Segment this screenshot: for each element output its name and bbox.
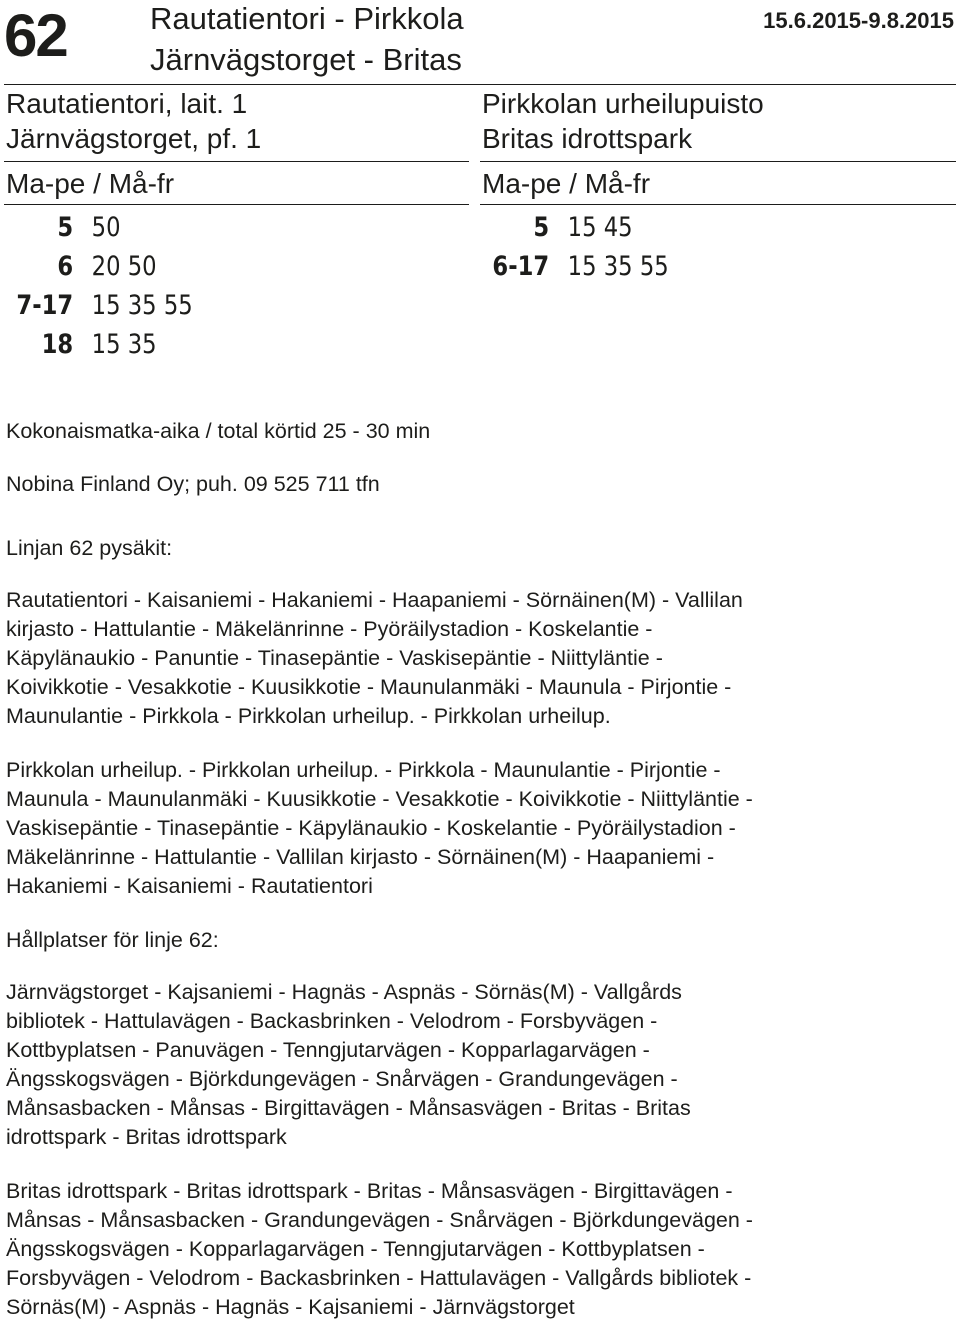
validity-period: 15.6.2015-9.8.2015 <box>763 8 954 33</box>
days-divider-a <box>4 204 469 205</box>
departure-stop-sv-a: Järnvägstorget, pf. 1 <box>6 123 262 154</box>
days-label-b: Ma-pe / Må-fr <box>482 168 651 199</box>
minutes-label: 50 <box>91 212 121 243</box>
hour-label: 5 <box>533 212 550 243</box>
schedule-row <box>6 292 193 319</box>
hour-label: 7-17 <box>16 290 74 321</box>
stops-list-fi-inbound: Pirkkolan urheilup. - Pirkkolan urheilup. - Pirkkola - Maunulantie - Pirjontie - Maunula - Maunulanmäki - Kuusikkotie - Vesakkotie - Koivikkotie - Niittyläntie - Vaskisepäntie - Tinasepäntie - Käpylänaukio - Koskelantie - Pyöräilystadion - Mäkelänrinne - Hattulantie - Vallilan kirjasto - Sörnäinen(M) - Haapaniemi - Hakaniemi - Kaisaniemi - Rautatientori <box>6 758 753 898</box>
schedule-row <box>6 214 121 241</box>
stops-list-sv-inbound: Britas idrottspark - Britas idrottspark - Britas - Månsasvägen - Birgittavägen - Månsas - Månsasbacken - Grandungevägen - Snårvägen - Björkdungevägen - Ängsskogsvägen - Kopparlagarvägen - Tenngjutarvägen - Kottbyplatsen - Forsbyvägen - Velodrom - Backasbrinken - Hattulavägen - Vallgårds bibliotek - Sörnäs(M) - Aspnäs - Hagnäs - Kajsaniemi - Järnvägstorget <box>6 1179 753 1319</box>
schedule-row <box>482 253 669 280</box>
route-title-fi: Rautatientori - Pirkkola <box>150 1 464 36</box>
schedule-row <box>6 253 157 280</box>
line-number: 62 <box>4 2 67 69</box>
minutes-label: 20 50 <box>91 251 157 282</box>
departure-stop-fi-b: Pirkkolan urheilupuisto <box>482 88 764 119</box>
header-divider <box>4 84 956 85</box>
operator-info: Nobina Finland Oy; puh. 09 525 711 tfn <box>6 472 380 496</box>
days-label-a: Ma-pe / Må-fr <box>6 168 175 199</box>
stops-list-sv-outbound: Järnvägstorget - Kajsaniemi - Hagnäs - Aspnäs - Sörnäs(M) - Vallgårds bibliotek - Hattulavägen - Backasbrinken - Velodrom - Forsbyvägen - Kottbyplatsen - Panuvägen - Tenngjutarvägen - Kopparlagarvägen - Ängsskogsvägen - Björkdungevägen - Snårvägen - Grandungevägen - Månsasbacken - Månsas - Birgittavägen - Månsasvägen - Britas - Britas idrottspark - Britas idrottspark <box>6 980 691 1149</box>
stops-heading-sv: Hållplatser för linje 62: <box>6 928 219 952</box>
minutes-label: 15 35 <box>91 329 157 360</box>
hour-label: 6-17 <box>492 251 550 282</box>
schedule-row <box>6 331 157 358</box>
travel-time-info: Kokonaismatka-aika / total körtid 25 - 30 min <box>6 419 431 443</box>
minutes-label: 15 35 55 <box>567 251 669 282</box>
departure-stop-sv-b: Britas idrottspark <box>482 123 693 154</box>
departure-stop-fi-a: Rautatientori, lait. 1 <box>6 88 248 119</box>
minutes-label: 15 45 <box>567 212 633 243</box>
stop-divider-b <box>480 161 956 162</box>
stops-heading-fi: Linjan 62 pysäkit: <box>6 536 173 560</box>
hour-label: 18 <box>41 329 74 360</box>
minutes-label: 15 35 55 <box>91 290 193 321</box>
schedule-row <box>482 214 633 241</box>
hour-label: 6 <box>57 251 74 282</box>
days-divider-b <box>480 204 956 205</box>
stops-list-fi-outbound: Rautatientori - Kaisaniemi - Hakaniemi - Haapaniemi - Sörnäinen(M) - Vallilan kirjasto - Hattulantie - Mäkelänrinne - Pyöräilystadion - Koskelantie - Käpylänaukio - Panuntie - Tinasepäntie - Vaskisepäntie - Niittyläntie - Koivikkotie - Vesakkotie - Kuusikkotie - Maunulanmäki - Maunula - Pirjontie - Maunulantie - Pirkkola - Pirkkolan urheilup. - Pirkkolan urheilup. <box>6 588 743 728</box>
hour-label: 5 <box>57 212 74 243</box>
route-title-sv: Järnvägstorget - Britas <box>150 42 462 77</box>
stop-divider-a <box>4 161 469 162</box>
